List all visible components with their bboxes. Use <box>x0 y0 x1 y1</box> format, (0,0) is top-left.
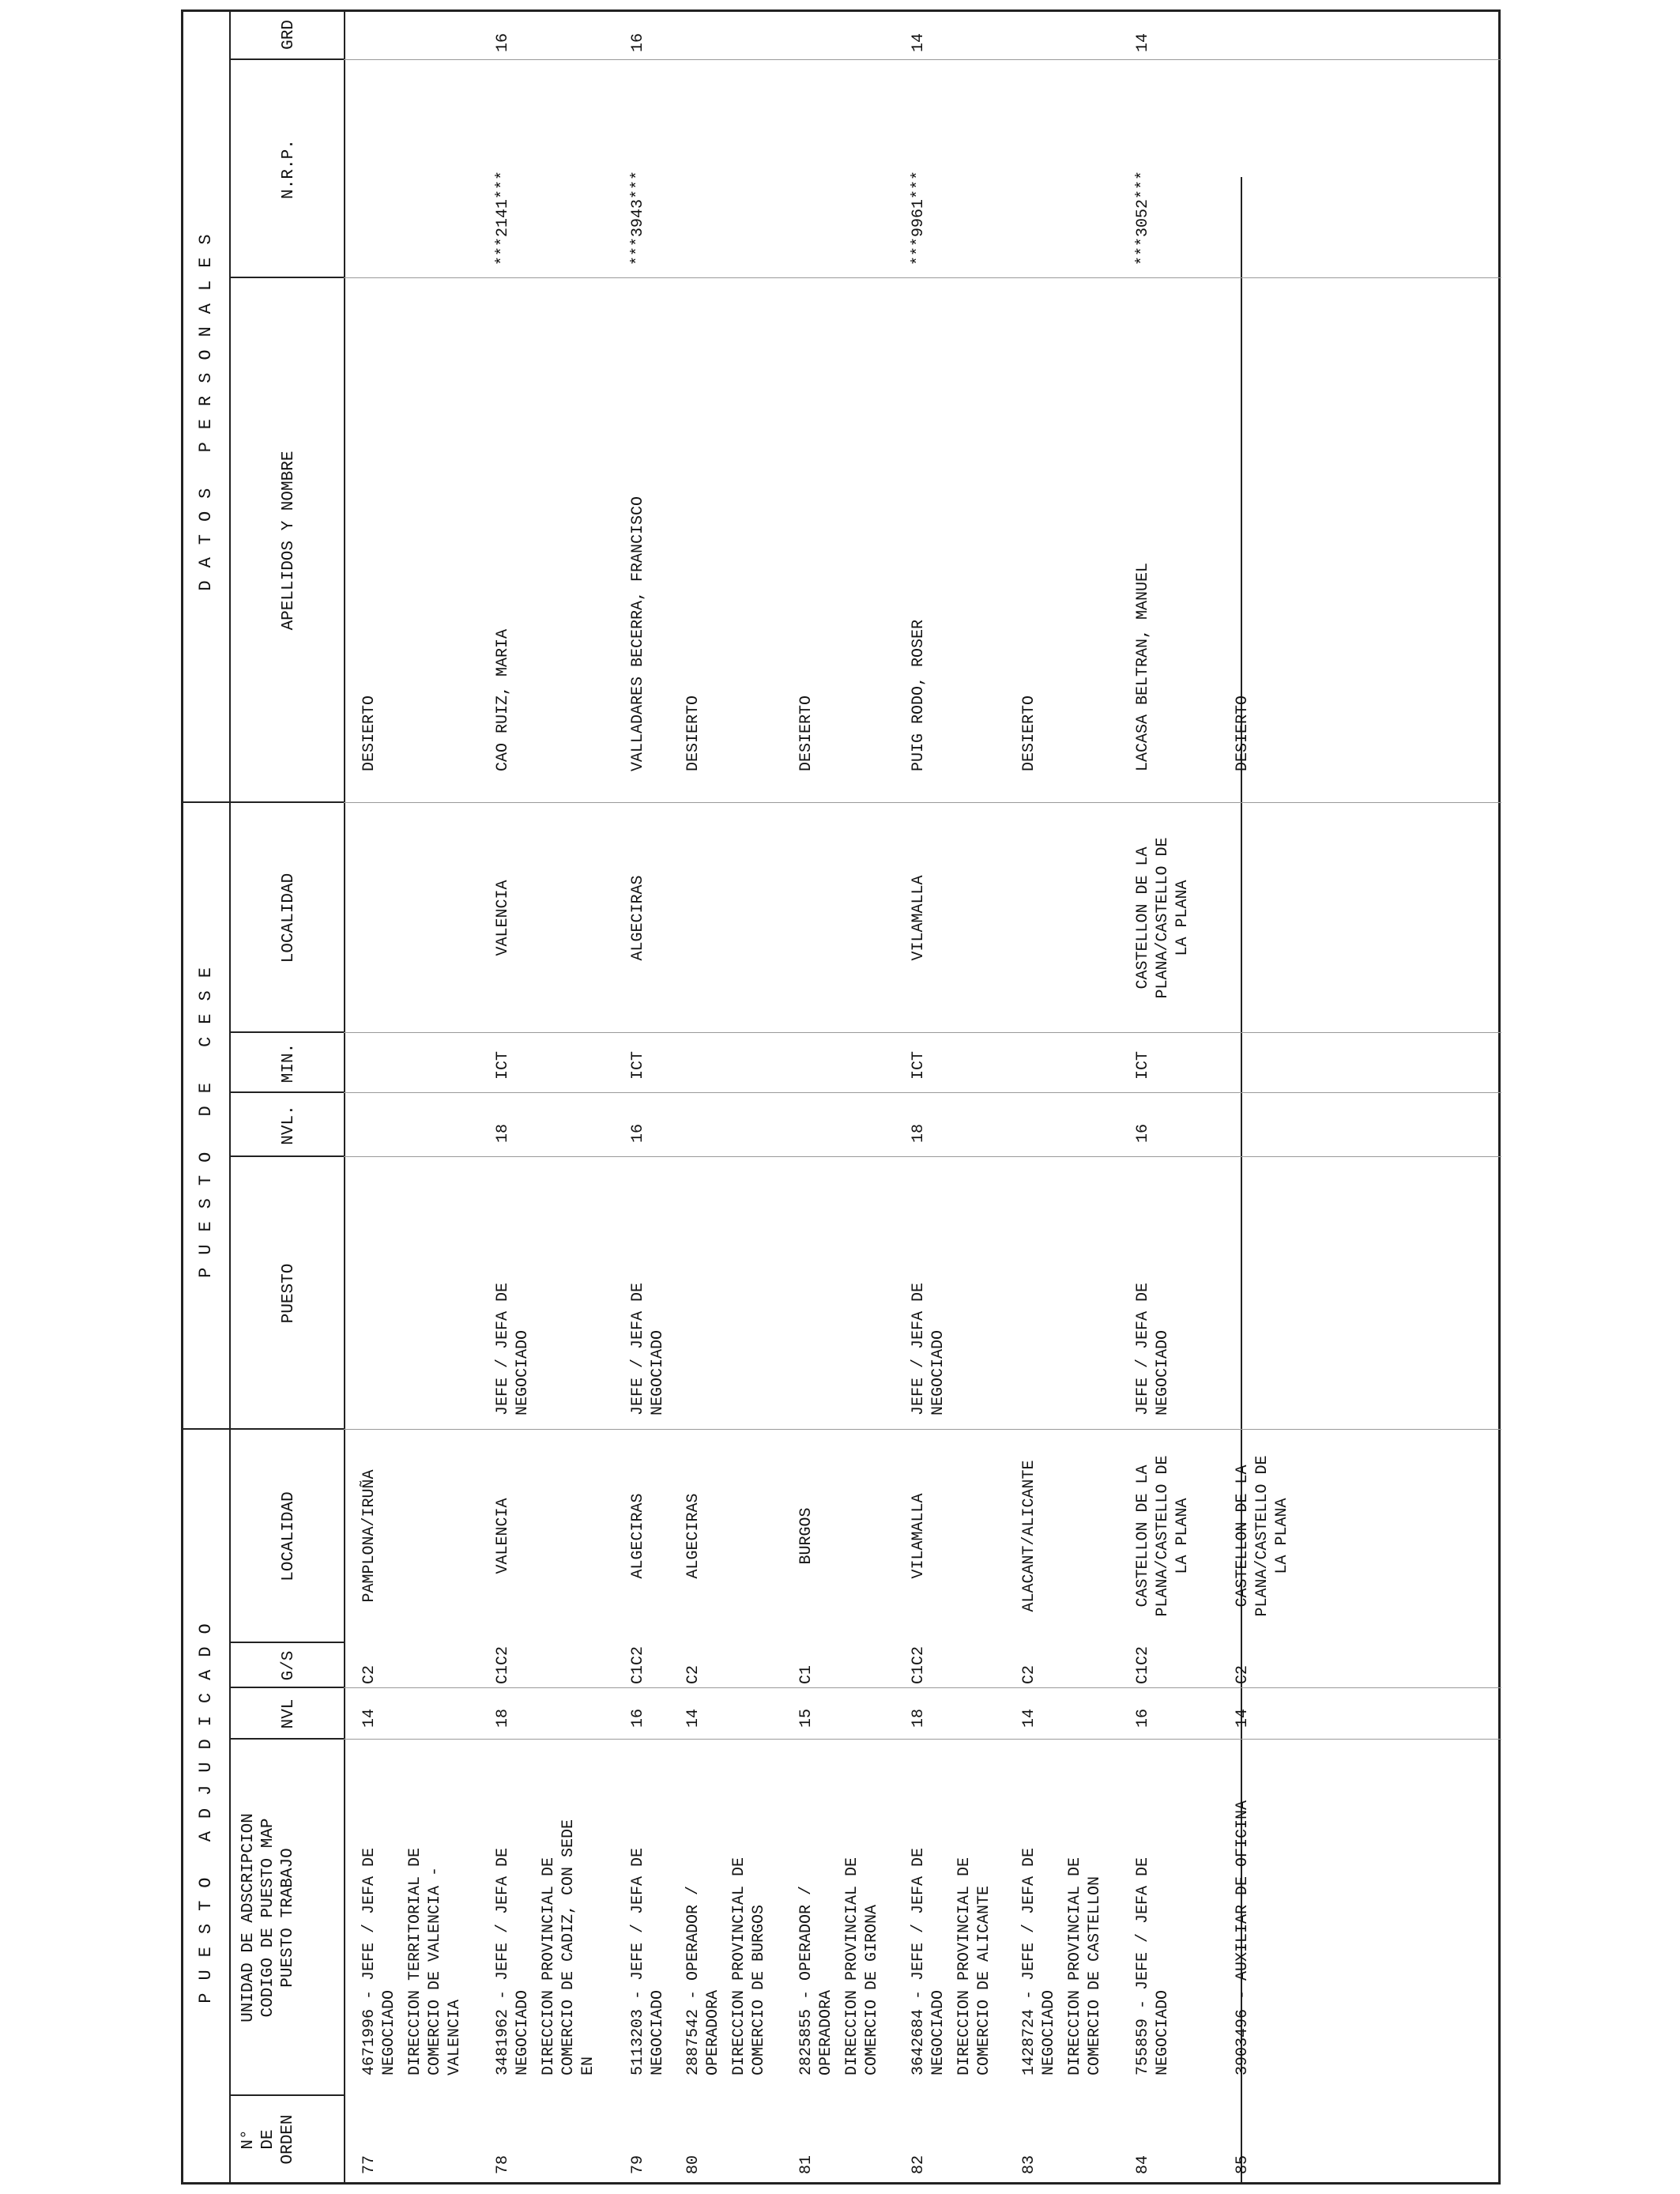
cell-gs: C1C2 <box>910 1646 928 1684</box>
cell-nombre: DESIERTO <box>1020 695 1038 771</box>
section-title-datos-personales: DATOS PERSONALES <box>196 221 216 591</box>
section-title-puesto-adjudicado: PUESTO ADJUDICADO <box>196 1611 216 2004</box>
cell-nombre: DESIERTO <box>360 695 379 771</box>
cell-nvl: 14 <box>360 1708 379 1728</box>
cell-localidad: PAMPLONA/IRUÑA <box>360 1469 379 1603</box>
cell-unidad-adscripcion: DIRECCION PROVINCIAL DE COMERCIO DE CADIZ, CON SEDE EN <box>540 1819 597 2075</box>
header-nvl-cese: NVL. <box>280 1105 298 1145</box>
cell-unidad-adscripcion: DIRECCION PROVINCIAL DE COMERCIO DE BURGOS <box>730 1857 768 2075</box>
cell-nvl: 16 <box>629 1708 647 1728</box>
cell-unidad-adscripcion: DIRECCION PROVINCIAL DE COMERCIO DE ALICANTE <box>955 1857 993 2075</box>
cell-puesto-trabajo: 3903496 - AUXILIAR DE OFICINA <box>1234 1800 1252 2075</box>
grid-line <box>344 802 1501 803</box>
cell-localidad: ALGECIRAS <box>629 1493 647 1579</box>
cell-nvl: 16 <box>1134 1708 1152 1728</box>
grid-line <box>344 1687 1501 1688</box>
cell-puesto-trabajo: 5113203 - JEFE / JEFA DE NEGOCIADO <box>629 1847 667 2075</box>
cell-localidad: BURGOS <box>797 1507 816 1565</box>
cell-orden: 83 <box>1020 2154 1038 2174</box>
cell-cese-nvl: 18 <box>494 1123 512 1143</box>
cell-nvl: 15 <box>797 1708 816 1728</box>
cell-cese-min: ICT <box>629 1050 647 1080</box>
cell-nombre: DESIERTO <box>797 695 816 771</box>
cell-orden: 84 <box>1134 2154 1152 2174</box>
cell-cese-nvl: 16 <box>1134 1123 1152 1143</box>
cell-nvl: 14 <box>684 1708 703 1728</box>
cell-nombre: CAO RUIZ, MARIA <box>494 628 512 771</box>
cell-gs: C2 <box>360 1664 379 1684</box>
cell-grd: 14 <box>910 32 928 52</box>
cell-unidad-adscripcion: DIRECCION PROVINCIAL DE COMERCIO DE CASTELLON <box>1066 1857 1104 2075</box>
cell-localidad: VILAMALLA <box>910 1493 928 1579</box>
cell-nvl: 18 <box>494 1708 512 1728</box>
cell-nrp: ***2141*** <box>494 170 512 266</box>
cell-gs: C1 <box>797 1664 816 1684</box>
cell-puesto-trabajo: 755859 - JEFE / JEFA DE NEGOCIADO <box>1134 1857 1172 2075</box>
cell-cese-nvl: 16 <box>629 1123 647 1143</box>
cell-cese-localidad: CASTELLON DE LA PLANA/CASTELLO DE LA PLANA <box>1134 837 1192 999</box>
cell-puesto-trabajo: 3642684 - JEFE / JEFA DE NEGOCIADO <box>910 1847 947 2075</box>
cell-nombre: LACASA BELTRAN, MANUEL <box>1134 562 1152 771</box>
header-section-divider <box>229 9 231 2185</box>
header-orden: N° DE ORDEN <box>239 2114 297 2165</box>
header-gs: G/S <box>280 1650 298 1681</box>
header-body-divider <box>344 9 345 2185</box>
header-unidad: UNIDAD DE ADSCRIPCION CODIGO DE PUESTO MAP PUESTO TRABAJO <box>239 1813 297 2022</box>
cell-puesto-trabajo: 3481962 - JEFE / JEFA DE NEGOCIADO <box>494 1847 532 2075</box>
cell-cese-puesto: JEFE / JEFA DE NEGOCIADO <box>494 1282 532 1416</box>
cell-nrp: ***3052*** <box>1134 170 1152 266</box>
grid-line <box>344 1739 1501 1740</box>
cell-puesto-trabajo: 1428724 - JEFE / JEFA DE NEGOCIADO <box>1020 1847 1058 2075</box>
cell-gs: C1C2 <box>629 1646 647 1684</box>
grid-line <box>344 277 1501 278</box>
header-grd: GRD <box>280 20 298 50</box>
cell-unidad-adscripcion: DIRECCION TERRITORIAL DE COMERCIO DE VALENCIA - VALENCIA <box>406 1847 464 2075</box>
cell-cese-puesto: JEFE / JEFA DE NEGOCIADO <box>910 1282 947 1416</box>
cell-cese-puesto: JEFE / JEFA DE NEGOCIADO <box>629 1282 667 1416</box>
cell-localidad: CASTELLON DE LA PLANA/CASTELLO DE LA PLANA <box>1134 1455 1192 1617</box>
header-min-cese: MIN. <box>280 1042 298 1084</box>
cell-cese-localidad: VILAMALLA <box>910 875 928 961</box>
cell-unidad-adscripcion: DIRECCION PROVINCIAL DE COMERCIO DE GIRONA <box>843 1857 881 2075</box>
header-puesto-cese: PUESTO <box>280 1263 298 1324</box>
header-nvl: NVL <box>280 1698 298 1729</box>
cell-orden: 79 <box>629 2154 647 2174</box>
cell-nombre: VALLADARES BECERRA, FRANCISCO <box>629 496 647 771</box>
cell-nrp: ***9961*** <box>910 170 928 266</box>
header-localidad-adjudicado: LOCALIDAD <box>280 1491 298 1581</box>
cell-puesto-trabajo: 4671996 - JEFE / JEFA DE NEGOCIADO <box>360 1847 398 2075</box>
cell-localidad: ALGECIRAS <box>684 1493 703 1579</box>
cell-cese-nvl: 18 <box>910 1123 928 1143</box>
cell-gs: C1C2 <box>494 1646 512 1684</box>
cell-gs: C2 <box>1234 1664 1252 1684</box>
cell-cese-min: ICT <box>494 1050 512 1080</box>
grid-line <box>344 1429 1501 1430</box>
cell-orden: 82 <box>910 2154 928 2174</box>
cell-grd: 16 <box>629 32 647 52</box>
cell-nombre: PUIG RODO, ROSER <box>910 619 928 771</box>
header-apellidos-nombre: APELLIDOS Y NOMBRE <box>280 450 298 631</box>
cell-cese-min: ICT <box>1134 1050 1152 1080</box>
cell-puesto-trabajo: 2825855 - OPERADOR / OPERADORA <box>797 1885 835 2075</box>
grid-line <box>344 59 1501 60</box>
section-title-puesto-de-cese: PUESTO DE CESE <box>196 955 216 1278</box>
cell-puesto-trabajo: 2887542 - OPERADOR / OPERADORA <box>684 1885 722 2075</box>
cell-nrp: ***3943*** <box>629 170 647 266</box>
cell-gs: C2 <box>1020 1664 1038 1684</box>
header-localidad-cese: LOCALIDAD <box>280 873 298 963</box>
cell-gs: C1C2 <box>1134 1646 1152 1684</box>
cell-localidad: CASTELLON DE LA PLANA/CASTELLO DE LA PLANA <box>1234 1455 1291 1617</box>
cell-localidad: ALACANT/ALICANTE <box>1020 1460 1038 1612</box>
cell-nvl: 14 <box>1020 1708 1038 1728</box>
cell-cese-puesto: JEFE / JEFA DE NEGOCIADO <box>1134 1282 1172 1416</box>
cell-orden: 80 <box>684 2154 703 2174</box>
cell-localidad: VALENCIA <box>494 1498 512 1574</box>
grid-line <box>344 1092 1501 1093</box>
cell-gs: C2 <box>684 1664 703 1684</box>
cell-cese-localidad: VALENCIA <box>494 880 512 956</box>
cell-nombre: DESIERTO <box>684 695 703 771</box>
cell-nvl: 18 <box>910 1708 928 1728</box>
header-nrp: N.R.P. <box>280 139 298 199</box>
cell-orden: 85 <box>1234 2154 1252 2174</box>
cell-nombre: DESIERTO <box>1234 695 1252 771</box>
cell-grd: 14 <box>1134 32 1152 52</box>
cell-nvl: 14 <box>1234 1708 1252 1728</box>
cell-orden: 78 <box>494 2154 512 2174</box>
cell-grd: 16 <box>494 32 512 52</box>
cell-orden: 77 <box>360 2154 379 2174</box>
grid-line <box>344 1032 1501 1033</box>
grid-line <box>344 1156 1501 1157</box>
cell-cese-min: ICT <box>910 1050 928 1080</box>
cell-orden: 81 <box>797 2154 816 2174</box>
cell-cese-localidad: ALGECIRAS <box>629 875 647 961</box>
